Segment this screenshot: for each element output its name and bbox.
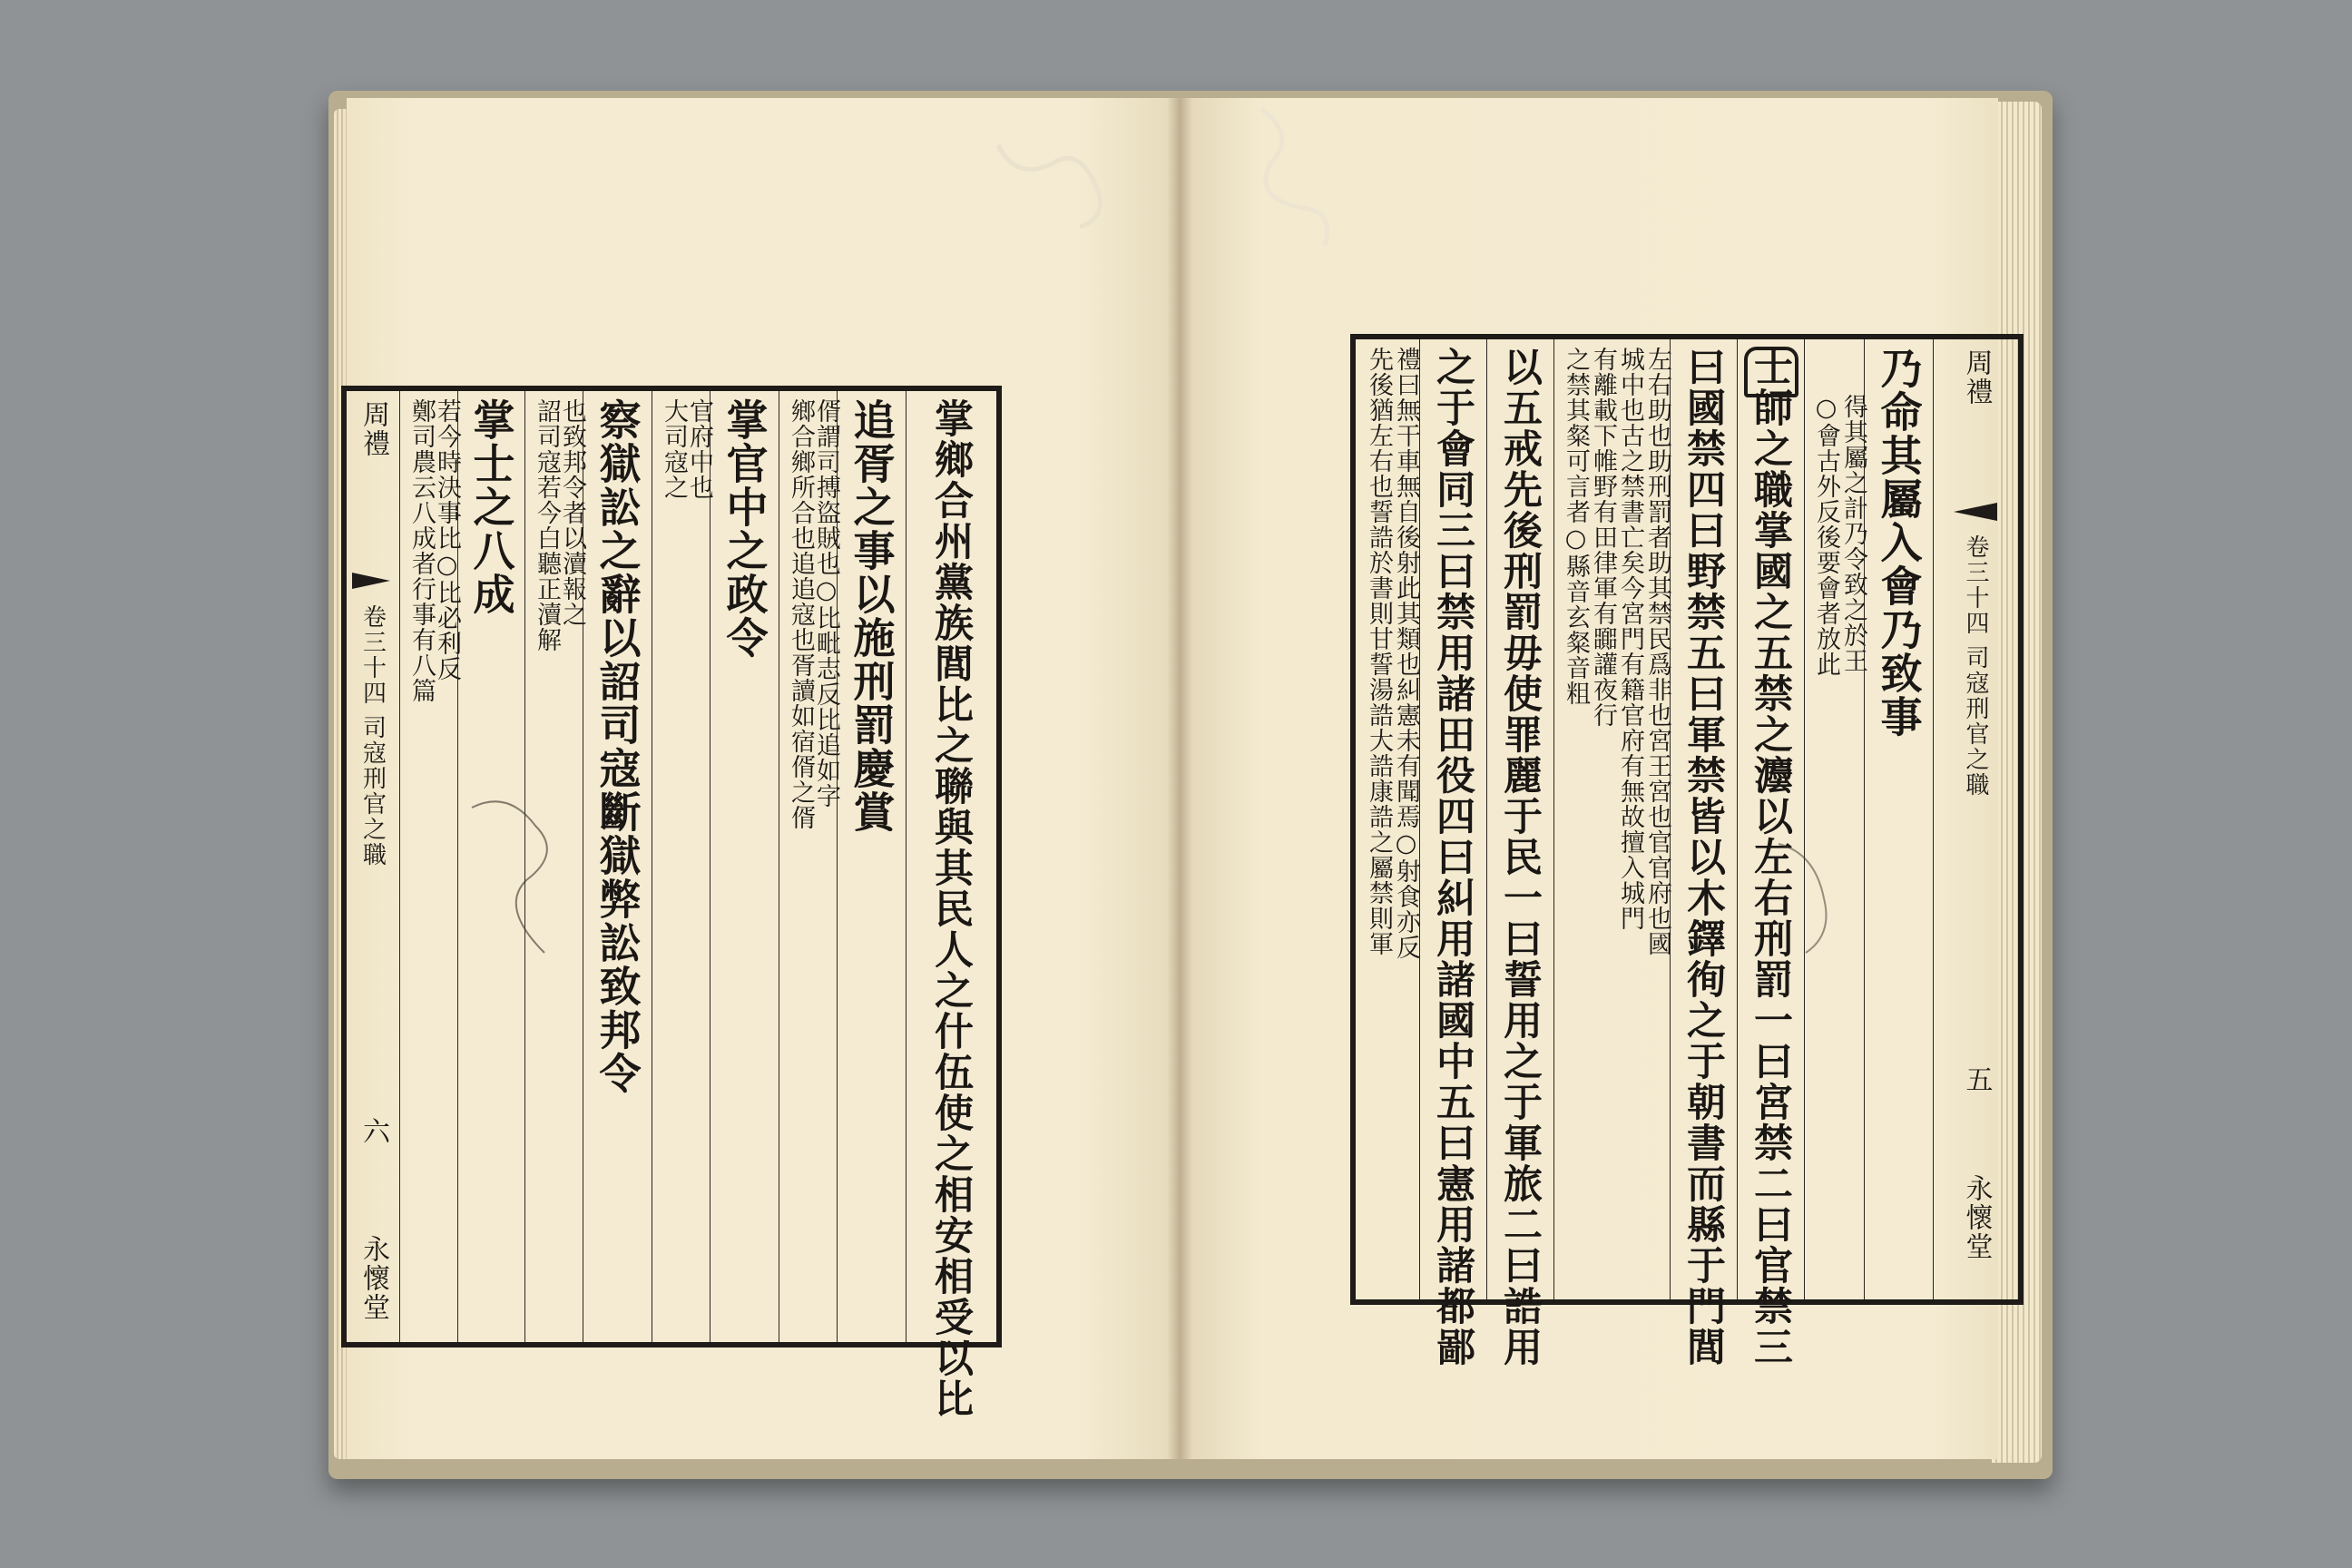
right-col-6-main: 之于會同三曰禁用諸田役四曰糾用諸國中五曰憲用諸都鄙 bbox=[1430, 347, 1475, 1367]
left-col-2-note-a: 鄉合鄉所合也追追寇也胥讀如宿偦之偦 bbox=[787, 398, 815, 830]
right-col-2-main: 士師之職掌國之五禁之灋以左右刑罰一曰宮禁二曰官禁三 bbox=[1748, 347, 1793, 1367]
right-col-7-note-b: 禮曰無干車無自後射此其類也糾憲未有聞焉○射食亦反 bbox=[1392, 347, 1420, 960]
right-col-7-note-a: 先後猶左右也誓誥於書則甘誓湯誥大誥康誥之屬禁則軍 bbox=[1365, 347, 1393, 956]
left-col-4-main: 察獄訟之辭以詔司寇斷獄弊訟致邦令 bbox=[593, 398, 642, 1095]
right-col-4-note-b: 有離載下帷野有田律軍有嚻讙夜行 bbox=[1589, 347, 1617, 728]
left-col-3-main: 掌官中之政令 bbox=[720, 398, 769, 660]
right-col-5-main: 以五戒先後刑罰毋使罪麗于民一曰誓用之于軍旅二曰誥用 bbox=[1497, 347, 1543, 1367]
left-col-4-note-a: 詔司寇若今白聽正瀆解 bbox=[533, 398, 561, 652]
right-col-1-main: 乃命其屬入會乃致事 bbox=[1874, 347, 1924, 739]
left-publisher: 永懷堂 bbox=[358, 1235, 389, 1322]
left-col-2-note-b: 偦謂司搏盜賊也○比毗志反比追如字 bbox=[812, 398, 840, 808]
right-col-1-note-b: 得其屬之計乃令致之於王 bbox=[1839, 394, 1867, 673]
left-col-3-note-a: 大司寇之 bbox=[660, 398, 688, 500]
right-col-4-note-d: 左右助也助刑罰者助其禁民爲非也宮王宮也官官府也國 bbox=[1643, 347, 1671, 956]
left-col-5-main: 掌士之八成 bbox=[466, 398, 516, 616]
right-col-1-note-a: ○會古外反後要會者放此 bbox=[1812, 394, 1840, 677]
left-col-4-note-b: 也致邦令者以瀆報之 bbox=[558, 398, 586, 627]
left-col-5-note-a: 鄭司農云八成者行事有八篇 bbox=[407, 398, 436, 703]
right-col-4-note-a: 之禁其粲可言者○縣音玄粲音粗 bbox=[1562, 347, 1590, 706]
left-margin-label: 周禮 bbox=[358, 400, 389, 458]
left-col-2-main: 追胥之事以施刑罰慶賞 bbox=[847, 398, 897, 834]
left-margin-chapter: 卷三十四 司寇刑官之職 bbox=[358, 604, 387, 868]
left-col-3-note-b: 官府中也 bbox=[685, 398, 713, 500]
left-col-1-main: 掌鄉合州黨族閭比之聯與其民人之什伍使之相安相受以比 bbox=[928, 398, 974, 1419]
left-col-5-note-b: 若今時決事比○比必利反 bbox=[433, 398, 461, 681]
right-publisher: 永懷堂 bbox=[1960, 1174, 1993, 1261]
right-col-4-note-c: 城中也古之禁書亡矣今宮門有籍官府有無故擅入城門 bbox=[1616, 347, 1644, 931]
right-col-3-main: 曰國禁四曰野禁五曰軍禁皆以木鐸徇之于朝書而縣于門閭 bbox=[1681, 347, 1726, 1367]
left-page-number: 六 bbox=[358, 1117, 389, 1146]
right-margin-chapter: 卷三十四 司寇刑官之職 bbox=[1962, 534, 1989, 799]
right-margin-label: 周禮 bbox=[1960, 348, 1993, 407]
right-page-number: 五 bbox=[1960, 1065, 1993, 1094]
